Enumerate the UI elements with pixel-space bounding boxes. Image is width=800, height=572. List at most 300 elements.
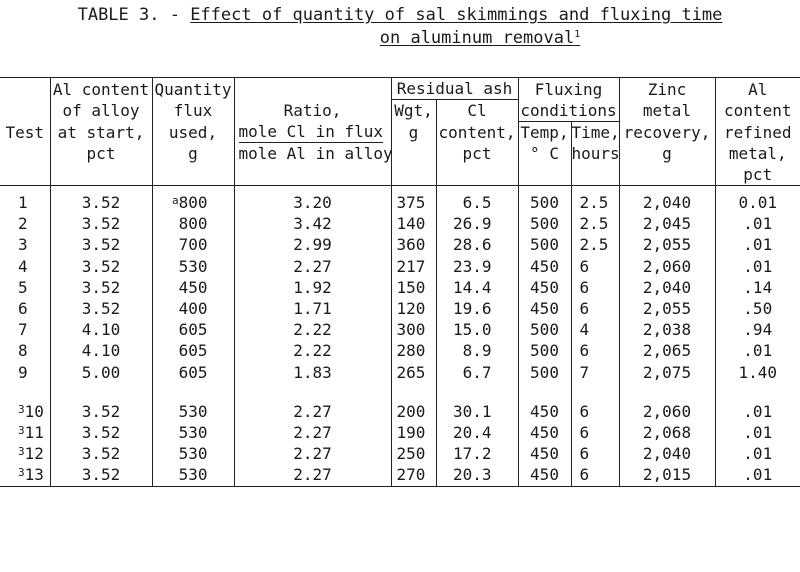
col-header-zinc-2: metal <box>619 100 715 122</box>
cell-value: 450 <box>530 299 559 319</box>
table-row <box>0 298 800 319</box>
cell-value: .01 <box>743 465 773 485</box>
table-caption-line2: on aluminum removal <box>379 28 575 48</box>
cell-temp <box>518 213 571 234</box>
cell-value: 450 <box>530 444 559 464</box>
table-row <box>0 234 800 255</box>
cell-value: 1.92 <box>293 277 332 297</box>
cell-value: 3.20 <box>293 193 332 212</box>
cell-value: 605 <box>178 341 208 361</box>
cell-value: .01 <box>743 423 773 443</box>
cell-qty <box>152 298 234 319</box>
cell-temp <box>518 443 571 464</box>
cell-value: 2.99 <box>293 235 332 255</box>
cell-value: 1 <box>18 193 28 212</box>
table-row <box>0 422 800 443</box>
cell-value: .01 <box>743 214 773 234</box>
table-row <box>0 362 800 383</box>
cell-zinc <box>619 234 715 255</box>
cell-value: 2.27 <box>293 423 332 443</box>
cell-time <box>571 464 619 486</box>
cell-value: 450 <box>530 423 559 443</box>
cell-value: 2,040 <box>642 277 692 297</box>
cell-ratio <box>234 277 391 298</box>
table-row <box>0 443 800 464</box>
cell-value: 19.6 <box>452 299 492 319</box>
cell-value: .01 <box>743 401 773 421</box>
cell-value: 6 <box>579 256 590 276</box>
cell-temp <box>518 464 571 486</box>
cell-value: 270 <box>396 465 426 485</box>
cell-time <box>571 192 619 213</box>
cell-qty <box>152 319 234 340</box>
cell-value: 3.52 <box>81 444 121 464</box>
col-header-temp-1: Temp, <box>518 121 571 143</box>
cell-value: 2.5 <box>579 214 609 234</box>
test-footnote-mark: 3 <box>18 445 25 459</box>
test-footnote-mark: 3 <box>18 466 25 480</box>
cell-time <box>571 213 619 234</box>
table-header <box>0 78 800 186</box>
cell-ratio <box>234 443 391 464</box>
cell-zinc <box>619 213 715 234</box>
cell-value: 20.3 <box>452 465 492 485</box>
cell-value: 530 <box>178 401 208 421</box>
cell-time <box>571 319 619 340</box>
col-header-time-1: Time, <box>571 123 620 142</box>
cell-value: 2,068 <box>642 423 692 443</box>
cell-value: 4 <box>579 320 590 340</box>
cell-qty <box>152 192 234 213</box>
cell-value: 11 <box>24 423 44 443</box>
table-caption-line1: Effect of quantity of sal skimmings and fluxing time <box>190 5 723 25</box>
cell-value: 217 <box>396 256 426 276</box>
cell-value: 530 <box>178 444 208 464</box>
cell-ratio <box>234 422 391 443</box>
cell-test <box>0 319 50 340</box>
cell-ratio <box>234 256 391 277</box>
cell-value: 3.52 <box>81 277 121 297</box>
cell-value: 700 <box>178 235 208 255</box>
cell-value: 450 <box>530 465 559 485</box>
cell-test <box>0 443 50 464</box>
cell-value: 265 <box>396 362 426 382</box>
cell-value: 26.9 <box>452 214 492 234</box>
cell-temp <box>518 298 571 319</box>
cell-al <box>50 213 152 234</box>
cell-value: 6 <box>579 341 590 361</box>
col-header-al-refined-2: content <box>724 101 792 120</box>
ratio-numerator: mole Cl in flux <box>238 122 383 141</box>
cell-value: 500 <box>530 214 559 234</box>
cell-value: 13 <box>24 465 44 485</box>
cell-value: 2,045 <box>642 214 692 234</box>
col-header-qty-4: g <box>152 143 234 164</box>
cell-value: 1.40 <box>738 362 778 382</box>
cell-value: 2.27 <box>293 256 332 276</box>
cell-value: 2,038 <box>642 320 692 340</box>
table-row <box>0 340 800 361</box>
cell-value: 28.6 <box>452 235 492 255</box>
cell-wgt <box>391 422 436 443</box>
cell-wgt <box>391 401 436 422</box>
cell-value: 12 <box>24 444 44 464</box>
table-row <box>0 464 800 486</box>
cell-value: .01 <box>743 341 773 361</box>
cell-value: 4.10 <box>81 341 121 361</box>
cell-cl <box>436 234 518 255</box>
cell-value: 605 <box>178 320 208 340</box>
col-header-zinc-3: recovery, <box>619 121 715 143</box>
cell-test <box>0 234 50 255</box>
cell-zinc <box>619 319 715 340</box>
cell-zinc <box>619 277 715 298</box>
cell-value: 30.1 <box>452 401 492 421</box>
cell-test <box>0 422 50 443</box>
col-header-qty-2: flux <box>152 100 234 122</box>
cell-value: .94 <box>743 320 773 340</box>
cell-ratio <box>234 234 391 255</box>
cell-value: 6 <box>579 465 590 485</box>
cell-al <box>50 443 152 464</box>
cell-zinc <box>619 298 715 319</box>
cell-value: .14 <box>743 277 773 297</box>
table-row <box>0 319 800 340</box>
cell-temp <box>518 192 571 213</box>
cell-wgt <box>391 256 436 277</box>
cell-value: 2,060 <box>642 401 692 421</box>
cell-value: 10 <box>24 401 44 421</box>
cell-value: 6 <box>579 423 590 443</box>
cell-value: 2.27 <box>293 444 332 464</box>
cell-value: 6 <box>579 299 590 319</box>
cell-value: 6 <box>579 444 590 464</box>
cell-value: 5.00 <box>81 362 121 382</box>
table-body <box>0 186 800 487</box>
cell-value: .50 <box>743 299 773 319</box>
cell-value: 2 <box>18 214 28 234</box>
cell-alr <box>715 256 800 277</box>
cell-value: 3.52 <box>81 401 121 421</box>
cell-value: 2,055 <box>642 235 692 255</box>
cell-value: 360 <box>396 235 426 255</box>
ratio-denominator: mole Al in alloy <box>234 143 391 164</box>
col-header-al-refined-4: metal, <box>728 144 787 163</box>
cell-cl <box>436 298 518 319</box>
cell-value: 300 <box>396 320 426 340</box>
cell-value: 3.52 <box>81 214 121 234</box>
cell-temp <box>518 422 571 443</box>
table-row <box>0 277 800 298</box>
cell-al <box>50 319 152 340</box>
table-row <box>0 213 800 234</box>
col-group-fluxing-1: Fluxing <box>518 78 619 100</box>
cell-zinc <box>619 464 715 486</box>
table-title <box>0 4 800 26</box>
cell-value: 450 <box>178 277 208 297</box>
cell-value: 14.4 <box>452 277 492 297</box>
cell-time <box>571 234 619 255</box>
cell-value: 3.52 <box>81 235 121 255</box>
cell-value: 190 <box>396 423 426 443</box>
table-number: TABLE 3. - <box>77 5 191 25</box>
cell-ratio <box>234 401 391 422</box>
cell-value: 800 <box>178 214 208 234</box>
cell-qty <box>152 213 234 234</box>
cell-zinc <box>619 340 715 361</box>
cell-value: 15.0 <box>452 320 492 340</box>
cell-test <box>0 192 50 213</box>
cell-value: 3.52 <box>81 465 121 485</box>
cell-al <box>50 277 152 298</box>
cell-value: 3.52 <box>81 256 121 276</box>
cell-test <box>0 340 50 361</box>
cell-value: 4.10 <box>81 320 121 340</box>
col-header-al-refined-1: Al <box>748 79 768 99</box>
cell-value: 500 <box>530 235 559 255</box>
cell-cl <box>436 464 518 486</box>
cell-value: 3 <box>18 235 28 255</box>
cell-value: 6 <box>579 401 590 421</box>
col-header-al-start-2: of alloy <box>50 100 152 122</box>
cell-value: 7 <box>18 320 28 340</box>
cell-value: 1.83 <box>293 362 332 382</box>
cell-wgt <box>391 443 436 464</box>
col-header-temp-2: ° C <box>518 143 571 164</box>
cell-ratio <box>234 340 391 361</box>
cell-wgt <box>391 319 436 340</box>
cell-temp <box>518 319 571 340</box>
cell-value: 450 <box>530 401 559 421</box>
cell-value: 17.2 <box>452 444 492 464</box>
cell-value: 2.27 <box>293 465 332 485</box>
cell-test <box>0 277 50 298</box>
cell-al <box>50 234 152 255</box>
table-row <box>0 401 800 422</box>
cell-qty <box>152 277 234 298</box>
cell-ratio <box>234 464 391 486</box>
cell-al <box>50 256 152 277</box>
cell-cl <box>436 192 518 213</box>
cell-time <box>571 340 619 361</box>
cell-value: 2.5 <box>579 193 609 212</box>
cell-value: 280 <box>396 341 426 361</box>
cell-value: 2,060 <box>642 256 692 276</box>
cell-value: 150 <box>396 277 426 297</box>
cell-value: 500 <box>530 193 559 212</box>
col-header-zinc-4: g <box>619 143 715 164</box>
cell-test <box>0 213 50 234</box>
cell-alr <box>715 401 800 422</box>
cell-time <box>571 362 619 383</box>
cell-time <box>571 298 619 319</box>
col-header-zinc-1: Zinc <box>619 78 715 100</box>
cell-value: 605 <box>178 362 208 382</box>
col-header-wgt-2: g <box>391 121 436 143</box>
footnote-mark: 1 <box>574 29 581 40</box>
cell-test <box>0 362 50 383</box>
cell-value: 5 <box>18 277 28 297</box>
cell-zinc <box>619 443 715 464</box>
cell-value: 500 <box>530 362 559 382</box>
cell-al <box>50 298 152 319</box>
col-header-cl-2: content, <box>436 121 518 143</box>
test-footnote-mark: 3 <box>18 402 25 416</box>
cell-value: 2.27 <box>293 401 332 421</box>
cell-value: 23.9 <box>452 256 492 276</box>
cell-value: 6.7 <box>462 362 492 382</box>
cell-test <box>0 401 50 422</box>
cell-value: 2,065 <box>642 341 692 361</box>
cell-value: 8.9 <box>462 341 492 361</box>
col-header-al-start-3: at start, <box>50 121 152 143</box>
col-header-qty-1: Quantity <box>152 78 234 100</box>
cell-value: 2,040 <box>642 193 692 212</box>
cell-time <box>571 256 619 277</box>
cell-value: 2,015 <box>642 465 692 485</box>
cell-value: 800 <box>178 193 208 212</box>
cell-temp <box>518 340 571 361</box>
cell-al <box>50 464 152 486</box>
cell-alr <box>715 319 800 340</box>
col-header-test: Test <box>0 78 50 164</box>
cell-qty <box>152 422 234 443</box>
cell-value: .01 <box>743 256 773 276</box>
cell-cl <box>436 401 518 422</box>
cell-qty <box>152 464 234 486</box>
cell-value: 8 <box>18 341 28 361</box>
test-footnote-mark: 3 <box>18 424 25 438</box>
cell-ratio <box>234 362 391 383</box>
col-header-al-refined-5: pct <box>715 164 800 186</box>
cell-cl <box>436 362 518 383</box>
cell-wgt <box>391 213 436 234</box>
cell-temp <box>518 256 571 277</box>
col-header-ratio: Ratio, <box>234 100 391 122</box>
col-group-fluxing-2: conditions <box>518 100 619 122</box>
cell-value: 375 <box>396 193 426 212</box>
table-title-line2 <box>0 27 800 49</box>
cell-wgt <box>391 192 436 213</box>
cell-alr <box>715 234 800 255</box>
cell-value: .01 <box>743 444 773 464</box>
cell-wgt <box>391 340 436 361</box>
data-table <box>0 77 800 487</box>
cell-cl <box>436 277 518 298</box>
cell-value: 530 <box>178 465 208 485</box>
cell-value: 250 <box>396 444 426 464</box>
cell-wgt <box>391 298 436 319</box>
cell-alr <box>715 422 800 443</box>
cell-alr <box>715 362 800 383</box>
cell-value: 20.4 <box>452 423 492 443</box>
cell-ratio <box>234 192 391 213</box>
cell-alr <box>715 192 800 213</box>
cell-value: 0.01 <box>738 193 778 212</box>
cell-value: 500 <box>530 341 559 361</box>
cell-alr <box>715 464 800 486</box>
cell-temp <box>518 234 571 255</box>
cell-cl <box>436 422 518 443</box>
col-header-qty-3: used, <box>152 121 234 143</box>
cell-time <box>571 422 619 443</box>
cell-alr <box>715 443 800 464</box>
col-header-wgt-1: Wgt, <box>391 100 436 122</box>
cell-qty <box>152 234 234 255</box>
cell-value: 2.22 <box>293 320 332 340</box>
cell-value: 2,040 <box>642 444 692 464</box>
cell-alr <box>715 340 800 361</box>
table-row <box>0 256 800 277</box>
cell-al <box>50 192 152 213</box>
cell-value: 6.5 <box>462 193 492 212</box>
cell-cl <box>436 213 518 234</box>
cell-al <box>50 401 152 422</box>
cell-qty <box>152 401 234 422</box>
cell-value: 3.52 <box>81 193 121 212</box>
cell-alr <box>715 213 800 234</box>
cell-al <box>50 362 152 383</box>
cell-value: 450 <box>530 256 559 276</box>
qty-footnote-mark: a <box>171 194 179 207</box>
cell-alr <box>715 277 800 298</box>
col-header-al-start-4: pct <box>50 143 152 164</box>
cell-al <box>50 422 152 443</box>
cell-cl <box>436 319 518 340</box>
col-group-residual-ash: Residual ash <box>391 78 518 100</box>
cell-test <box>0 464 50 486</box>
cell-test <box>0 298 50 319</box>
cell-ratio <box>234 298 391 319</box>
cell-al <box>50 340 152 361</box>
cell-zinc <box>619 362 715 383</box>
cell-qty <box>152 340 234 361</box>
cell-time <box>571 401 619 422</box>
cell-value: 6 <box>579 277 590 297</box>
cell-value: 6 <box>18 299 28 319</box>
cell-value: 200 <box>396 401 426 421</box>
cell-zinc <box>619 256 715 277</box>
col-header-al-refined-3: refined <box>724 123 792 142</box>
cell-zinc <box>619 401 715 422</box>
cell-cl <box>436 443 518 464</box>
cell-value: 120 <box>396 299 426 319</box>
cell-cl <box>436 256 518 277</box>
cell-wgt <box>391 464 436 486</box>
cell-value: .01 <box>743 235 773 255</box>
cell-temp <box>518 401 571 422</box>
cell-alr <box>715 298 800 319</box>
cell-value: 400 <box>178 299 208 319</box>
cell-zinc <box>619 422 715 443</box>
cell-value: 2,075 <box>642 362 692 382</box>
cell-qty <box>152 362 234 383</box>
cell-value: 3.52 <box>81 423 121 443</box>
col-header-cl-1: Cl <box>436 100 518 122</box>
cell-value: 2,055 <box>642 299 692 319</box>
cell-value: 450 <box>530 277 559 297</box>
cell-value: 2.5 <box>579 235 609 255</box>
cell-zinc <box>619 192 715 213</box>
table-row <box>0 192 800 213</box>
cell-wgt <box>391 277 436 298</box>
col-header-time-2: hours <box>571 144 620 163</box>
cell-ratio <box>234 213 391 234</box>
col-header-al-start-1: Al content <box>50 78 152 100</box>
cell-value: 2.22 <box>293 341 332 361</box>
cell-wgt <box>391 234 436 255</box>
cell-time <box>571 443 619 464</box>
